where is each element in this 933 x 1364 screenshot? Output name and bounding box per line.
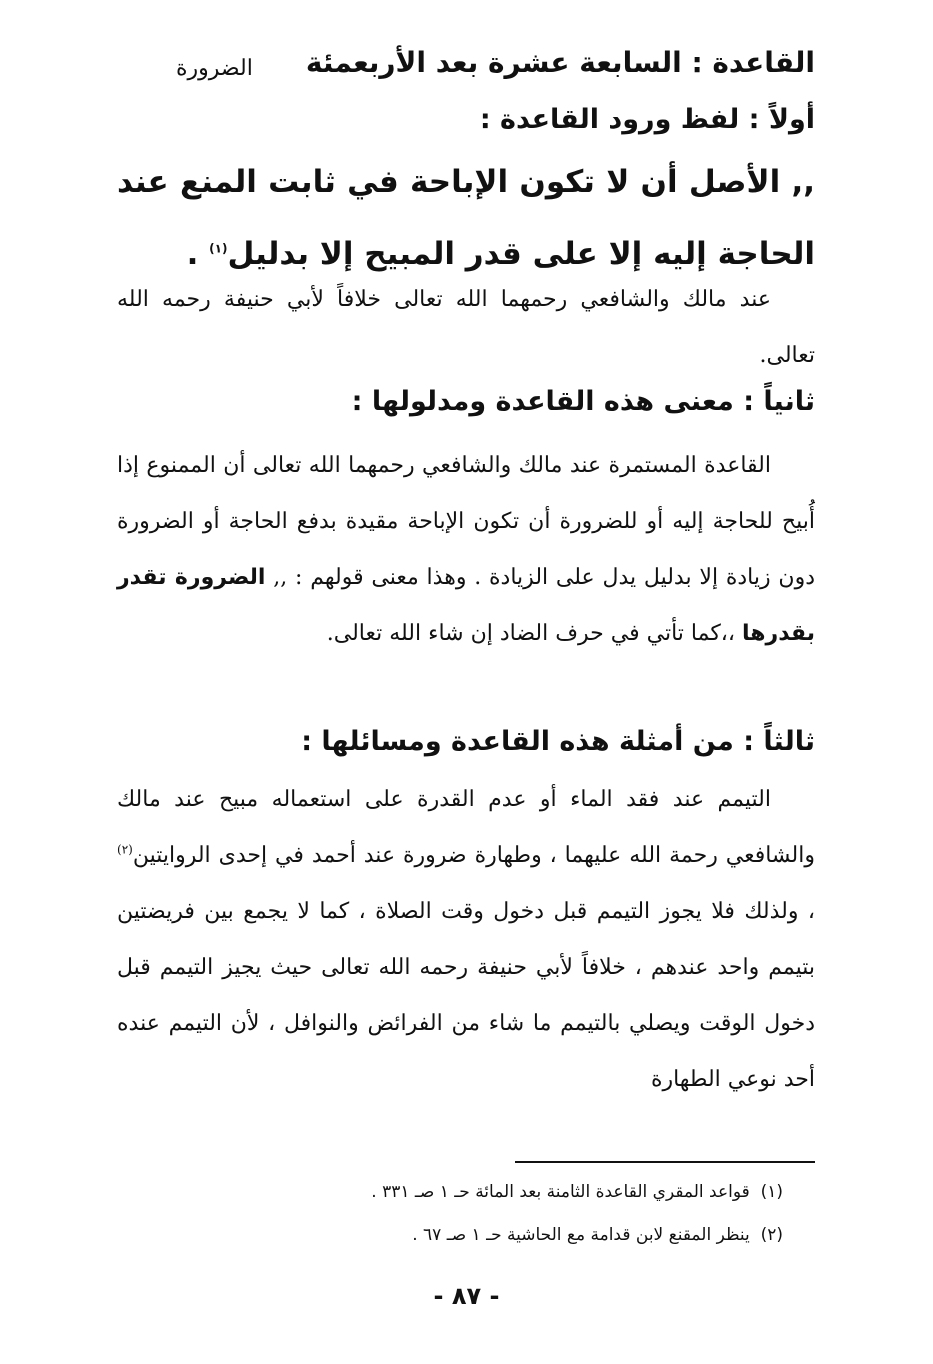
footnote-text: قواعد المقري القاعدة الثامنة بعد المائة حـ ١ صـ ٣٣١ .: [371, 1182, 750, 1202]
rule-attribution-text: عند مالك والشافعي رحمهما الله تعالى خلافاً لأبي حنيفة رحمه الله تعالى.: [117, 287, 815, 368]
meaning-text-end: ،،كما تأتي في حرف الضاد إن شاء الله تعالى.: [326, 621, 736, 646]
page-header-title: القاعدة : السابعة عشرة بعد الأربعمئة: [305, 46, 815, 79]
footnote-text: ينظر المقنع لابن قدامة مع الحاشية حـ ١ صـ ٦٧ .: [412, 1225, 750, 1245]
footnote-number: (١): [760, 1182, 783, 1202]
footnote-ref-1: (١): [209, 241, 228, 256]
section-heading-examples: ثالثاً : من أمثلة هذه القاعدة ومسائلها :: [301, 726, 815, 757]
examples-text: التيمم عند فقد الماء أو عدم القدرة على استعماله مبيح عند مالك والشافعي رحمة الله عليهما ، وطهارة ضرورة عند أحمد في إحدى الروايتين: [117, 787, 815, 868]
section-heading-meaning: ثانياً : معنى هذه القاعدة ومدلولها :: [351, 386, 815, 417]
examples-paragraph: [117, 772, 815, 1108]
footnote-ref-2: (٢): [117, 842, 133, 857]
meaning-paragraph: [117, 438, 815, 662]
section-heading-wording: أولاً : لفظ ورود القاعدة :: [479, 104, 815, 135]
maxim-quote: الضرورة تقدر بقدرها: [117, 565, 815, 646]
examples-text-end: ، ولذلك فلا يجوز التيمم قبل دخول وقت الصلاة ، كما لا يجمع بين فريضتين بتيمم واحد عندهم ، خلافاً لأبي حنيفة رحمه الله تعالى حيث يجيز التيمم قبل دخول الوقت ويصلي بالتيمم ما شاء من الفرائض والنوافل ، لأن التيمم عنده أحد نوعي الطهارة: [117, 899, 815, 1092]
rule-attribution: [117, 272, 815, 384]
rule-statement-text: ,, الأصل أن لا تكون الإباحة في ثابت المنع عند الحاجة إليه إلا على قدر المبيح إلا بدليل: [117, 164, 815, 272]
page-header-topic: الضرورة: [176, 56, 253, 81]
footnote-divider: [515, 1161, 815, 1163]
page-number: - ٨٧ -: [433, 1282, 500, 1310]
footnote-2: [412, 1225, 783, 1245]
footnote-1: [371, 1182, 783, 1202]
rule-statement-end: .: [186, 236, 210, 272]
meaning-text: القاعدة المستمرة عند مالك والشافعي رحمهما الله تعالى أن الممنوع إذا أُبيح للحاجة إليه أو للضرورة أن تكون الإباحة مقيدة بدفع الحاجة أو الضرورة دون زيادة إلا بدليل يدل على الزيادة . وهذا معنى قولهم : ,,: [117, 453, 816, 590]
rule-statement: [117, 146, 815, 290]
footnote-number: (٢): [760, 1225, 783, 1245]
